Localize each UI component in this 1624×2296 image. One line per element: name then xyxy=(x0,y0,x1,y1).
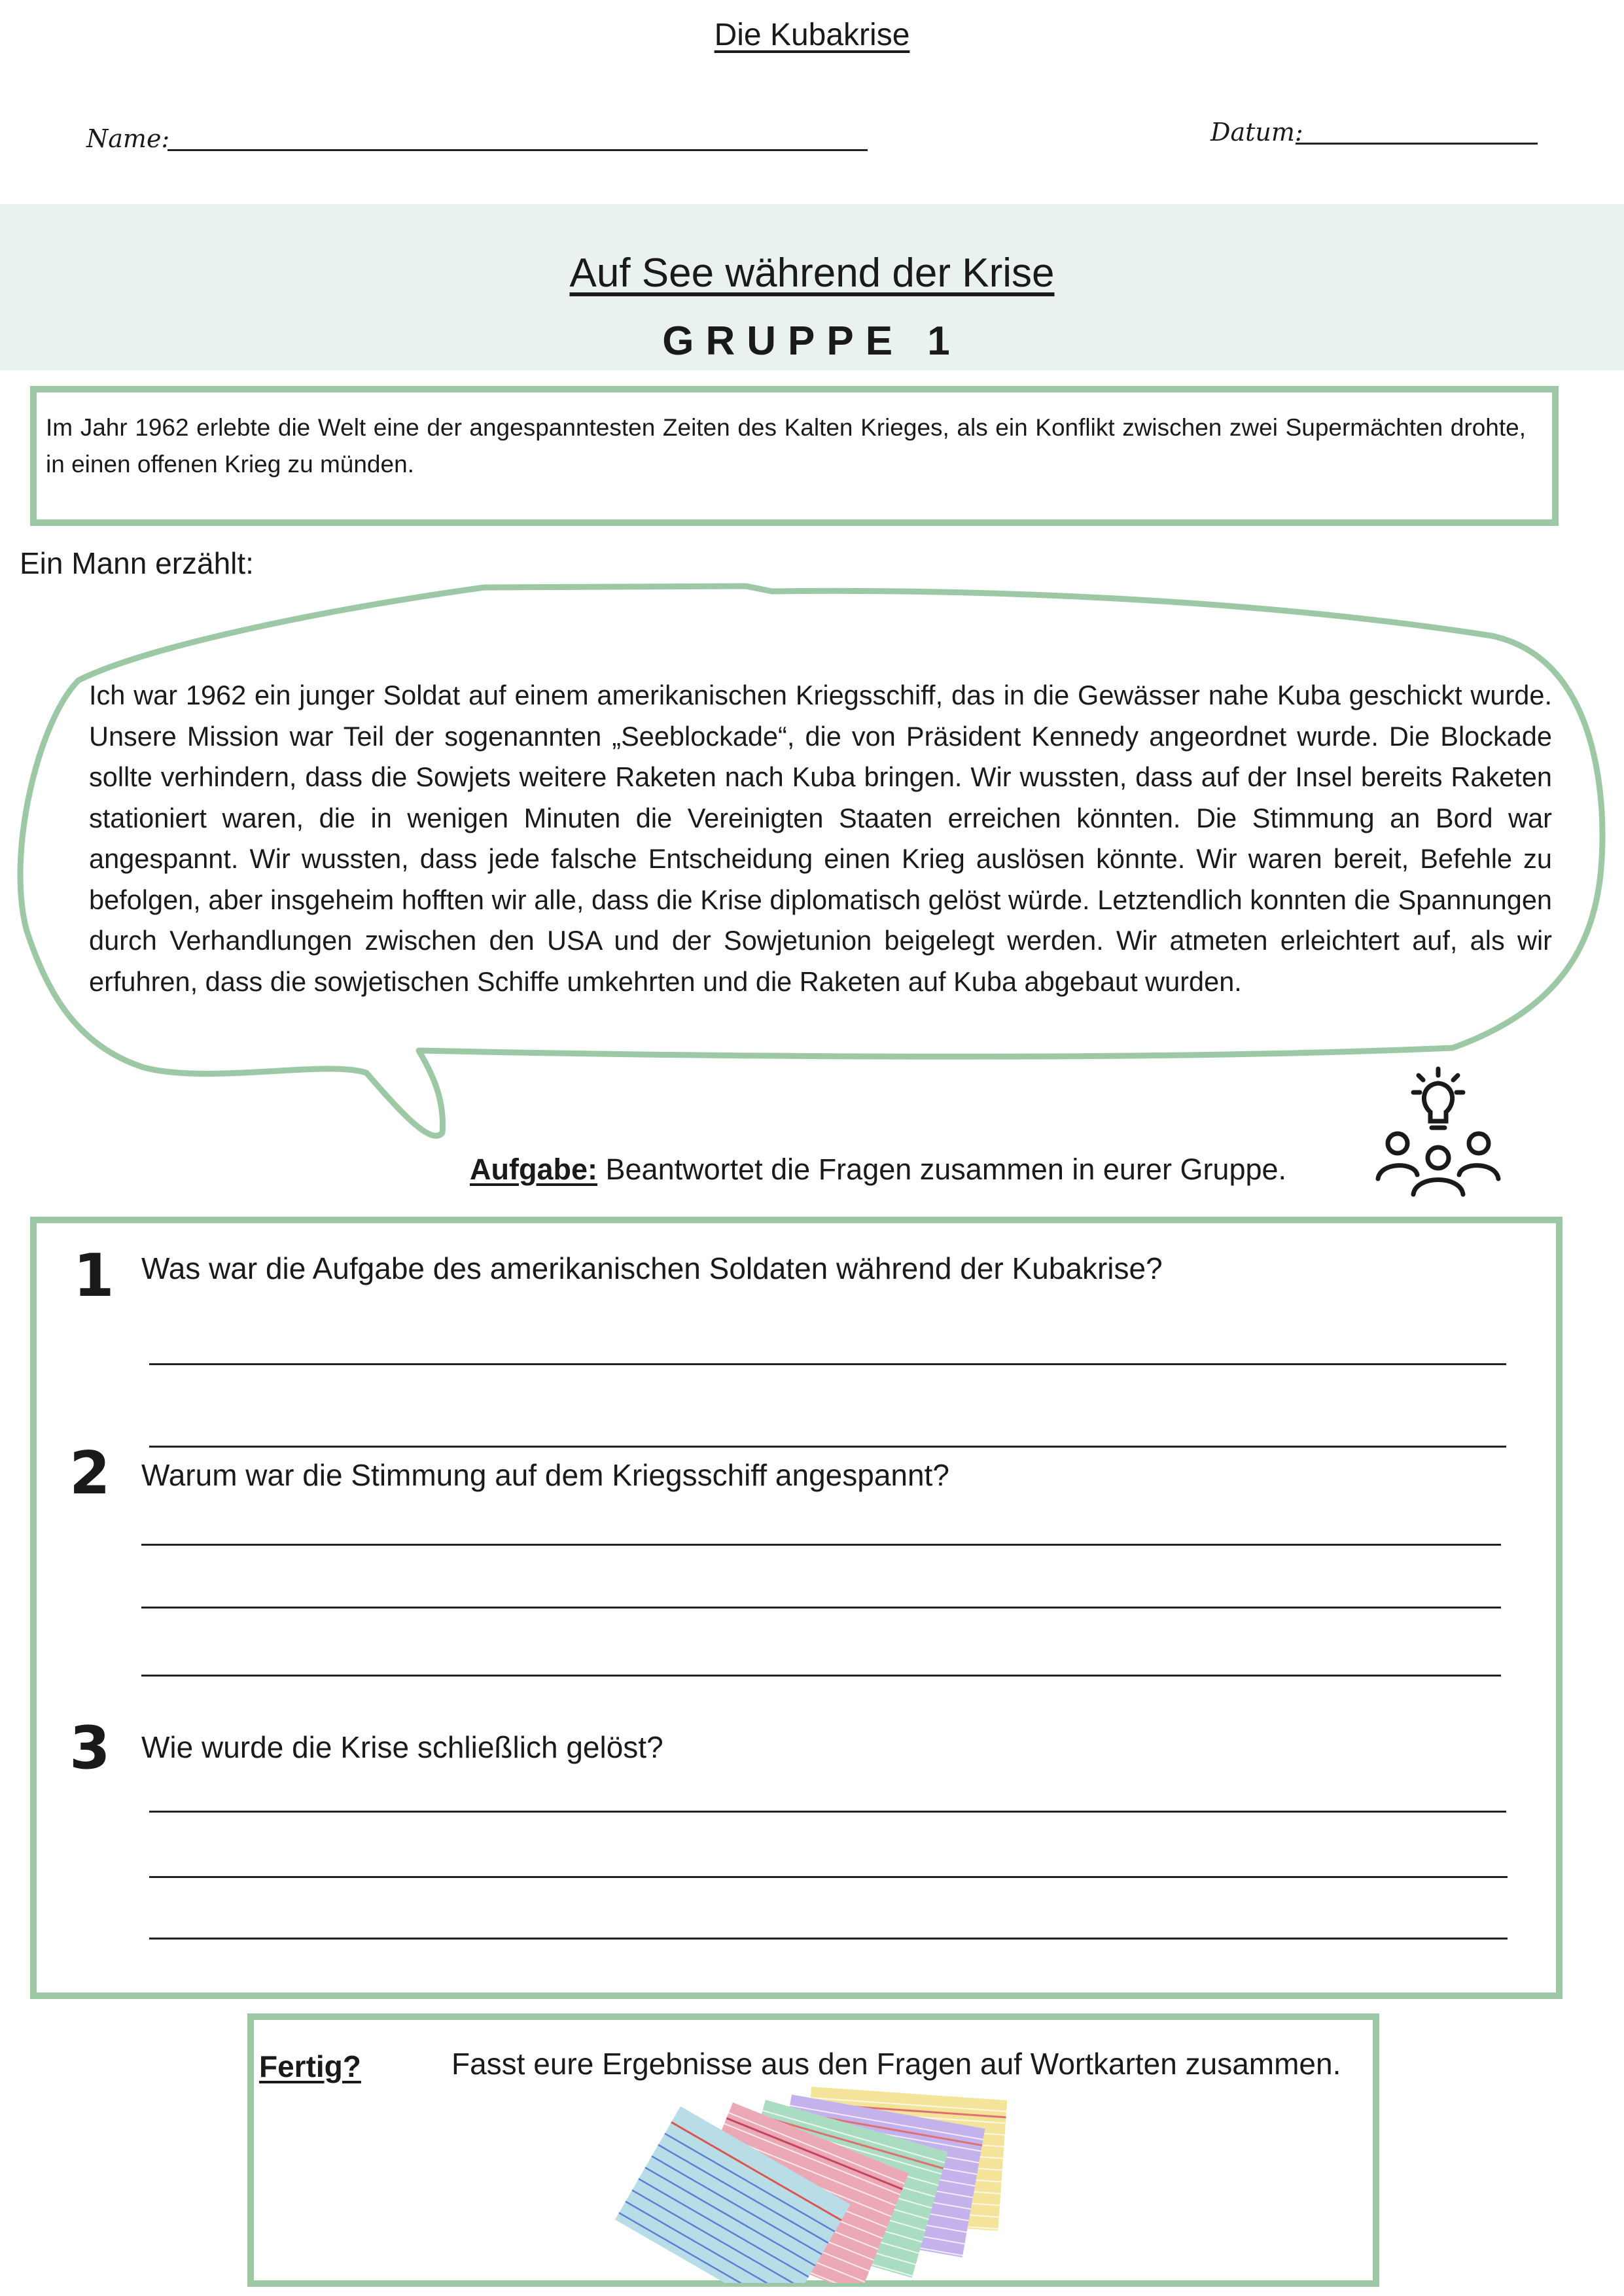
answer-line[interactable] xyxy=(149,1938,1508,1939)
question-1-text: Was war die Aufgabe des amerikanischen Soldaten während der Kubakrise? xyxy=(141,1251,1163,1285)
done-text: Fasst eure Ergebnisse aus den Fragen auf Wortkarten zusammen. xyxy=(451,2047,1341,2081)
section-subtitle: Auf See während der Krise xyxy=(569,251,1055,296)
answer-line[interactable] xyxy=(149,1363,1506,1365)
index-cards-icon xyxy=(615,2074,1034,2283)
answer-line[interactable] xyxy=(141,1544,1501,1546)
answer-line[interactable] xyxy=(149,1446,1506,1448)
task-label: Aufgabe: xyxy=(470,1153,597,1186)
done-label: Fertig? xyxy=(259,2049,361,2083)
question-3-number: 3 xyxy=(69,1714,111,1783)
narrator-label: Ein Mann erzählt: xyxy=(20,546,254,580)
question-2-number: 2 xyxy=(69,1439,111,1508)
answer-line[interactable] xyxy=(149,1876,1508,1878)
name-label: Name: xyxy=(86,124,170,153)
intro-text: Im Jahr 1962 erlebte die Welt eine der angespanntesten Zeiten des Kalten Krieges, als ein Konflikt zwischen zwei Supermächten drohte, in einen offenen Krieg zu münden. xyxy=(46,414,1526,478)
document-title: Die Kubakrise xyxy=(714,18,910,52)
team-idea-icon xyxy=(1374,1066,1505,1197)
answer-line[interactable] xyxy=(141,1675,1501,1677)
name-field[interactable] xyxy=(168,149,868,151)
date-label: Datum: xyxy=(1210,118,1303,147)
story-text: Ich war 1962 ein junger Soldat auf einem amerikanischen Kriegsschiff, das in die Gewässer nahe Kuba geschickt wurde. Unsere Mission war Teil der sogenannten „Seeblockade“, die von Präsident Kennedy angeordnet wurde. Die Blockade sollte verhindern, dass die Sowjets weitere Raketen nach Kuba bringen. Wir wussten, dass auf der Insel bereits Raketen stationiert waren, die in wenigen Minuten die Vereinigten Staaten erreichen könnten. Die Stimmung an Bord war angespannt. Wir wussten, dass jede falsche Entscheidung einen Krieg auslösen könnte. Wir waren bereit, Befehle zu befolgen, aber insgeheim hofften wir alle, dass die Krise diplomatisch gelöst würde. Letztendlich konnten die Spannungen durch Verhandlungen zwischen den USA und der Sowjetunion beigelegt werden. Wir atmeten erleichtert auf, als wir erfuhren, dass die sowjetischen Schiffe umkehrten und die Raketen auf Kuba abgebaut wurden. xyxy=(89,680,1552,997)
answer-line[interactable] xyxy=(149,1811,1506,1813)
date-field[interactable] xyxy=(1296,143,1538,145)
task-text: Beantwortet die Fragen zusammen in eurer Gruppe. xyxy=(597,1153,1287,1186)
task-instruction xyxy=(470,1153,1286,1187)
answer-line[interactable] xyxy=(141,1607,1501,1609)
question-3-text: Wie wurde die Krise schließlich gelöst? xyxy=(141,1730,663,1764)
question-2-text: Warum war die Stimmung auf dem Kriegsschiff angespannt? xyxy=(141,1458,949,1492)
question-1-number: 1 xyxy=(73,1242,115,1310)
group-heading: GRUPPE 1 xyxy=(662,319,962,364)
